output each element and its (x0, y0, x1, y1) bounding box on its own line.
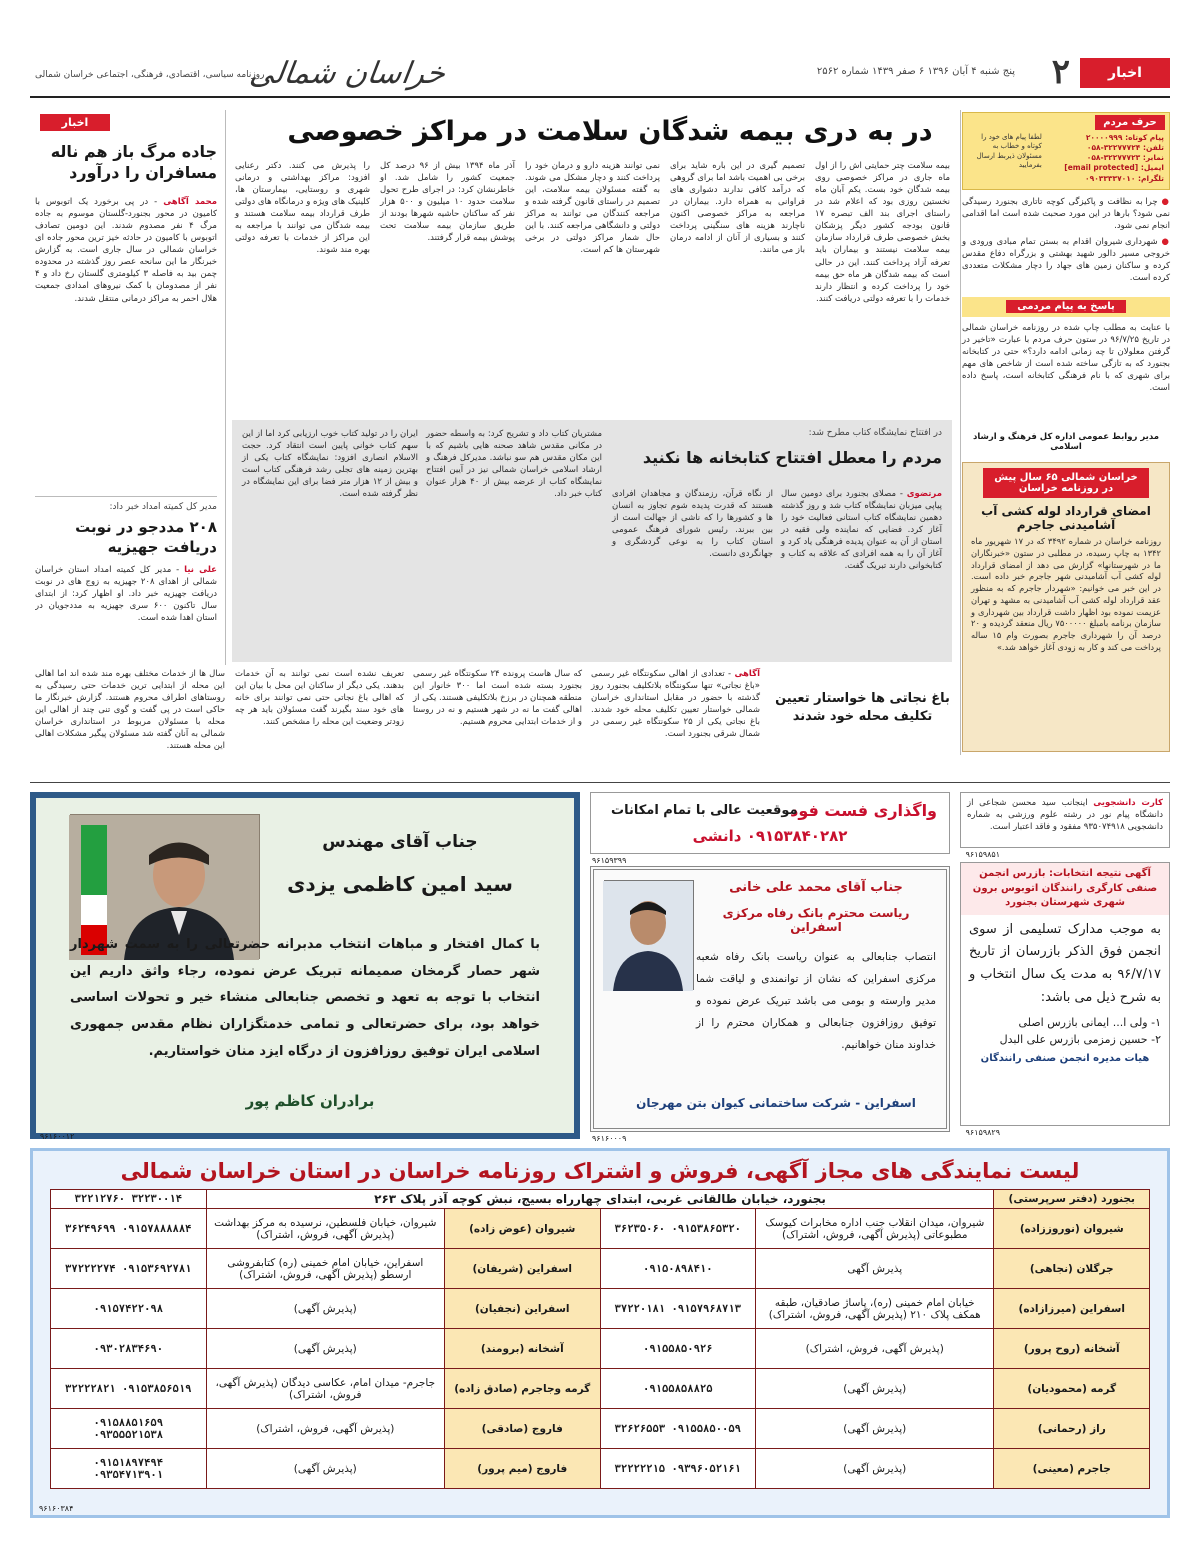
card-body: اینجانب سید محسن شجاعی از دانشگاه پیام نور در رشته علوم ورزشی به شماره دانشجویی ۹۳۵۰۷۴۹۱۸ مفقود و فاقد اعتبار است. (967, 798, 1163, 833)
lead-column: بیمه سلامت چتر حمایتی اش را از اول ماه جاری در مراکز خصوصی روی بیمه شدگان خود بست. یکم آبان ماه نخستین روزی بود که اعلام شد در راستای اجرای بند الف تبصره ۱۷ قانون بودجه کشور دیگر پزشکان بخش خصوصی طرف قرارداد سازمان بیمه سلامت نیستند و بیماران باید تعرفه آزاد پرداخت کنند. این در حالی است که بیمه شدگان هر ماه حق بیمه خود را پرداخت کرده و انتظار دارند خدمات را با تعرفه دولتی دریافت کنند. (815, 161, 950, 304)
sub-body: علی نیا - مدیر کل کمیته امداد استان خراسان شمالی از اهدای ۲۰۸ جهیزیه به زوج های در نوبت دریافت جهیزیه خبر داد. او اظهار کرد: از ابتدای سال تاکنون ۶۰۰ سری جهیزیه به مددجویان در استان اهدا شده است. (35, 565, 217, 624)
rep-city: فاروج (صادقی) (445, 1409, 601, 1449)
rep-phone[interactable]: ۰۹۱۵۰۸۹۸۴۱۰ (600, 1249, 756, 1289)
rep-city: فاروج (میم پرور) (445, 1449, 601, 1489)
ad-code: ۹۶۱۵۹۸۲۹ (965, 1128, 1000, 1137)
rep-phone[interactable]: ۰۹۱۵۵۸۵۸۸۲۵ (600, 1369, 756, 1409)
divider (35, 496, 217, 497)
ad-code: ۹۶۱۵۹۸۵۱ (965, 850, 1000, 859)
lead-body (235, 160, 950, 412)
alikhani-body: انتصاب جنابعالی به عنوان ریاست بانک رفاه شعبه مرکزی اسفراین که نشان از توانمندی و لیاقت شما مدیر وارسته و بومی می باشد تبریک عرض نموده و توفیق روزافزون جنابعالی و همکاران محترم را از خداوند منان خواهانیم. (696, 951, 936, 1052)
ad-election (960, 862, 1170, 1126)
rep-address: پذیرش آگهی (756, 1249, 994, 1289)
rep-address: شیروان، میدان انقلاب جنب اداره مخابرات کیوسک مطبوعاتی (پذیرش آگهی، فروش، اشتراک) (756, 1209, 994, 1249)
lead-headline: در به دری بیمه شدگان سلامت در مراکز خصوصی (287, 116, 933, 147)
contact-line[interactable]: ایمیل: [email protected] (1064, 163, 1164, 173)
rep-address: (پذیرش آگهی، فروش، اشتراک) (206, 1409, 444, 1449)
reply-header: پاسخ به پیام مردمی (1006, 300, 1126, 313)
section-tab[interactable]: اخبار (1080, 58, 1170, 88)
rep-city: اسفراین (شریفان) (445, 1249, 601, 1289)
rep-phone[interactable]: ۰۹۱۵۳۸۶۵۳۲۰ ۳۶۲۳۵۰۶۰ (600, 1209, 756, 1249)
harf-mardom-note: لطفا پیام های خود را کوتاه و خطاب به مسئولان ذیربط ارسال بفرمایید (976, 133, 1042, 170)
ad-title: جناب آقای مهندس (322, 832, 478, 852)
harf-mardom-header: حرف مردم (1095, 115, 1165, 130)
table-row (51, 1409, 1150, 1449)
harf-mardom-box (962, 112, 1170, 190)
book-reporter: مرتضوی (906, 489, 942, 499)
ad-fastfood (590, 792, 950, 854)
book-left-cols (242, 428, 602, 656)
column-divider (960, 110, 961, 755)
book-column: ایران را در تولید کتاب خوب ارزیابی کرد اما از این سهم کتاب خوانی پایین است انتقاد کرد. حجت الاسلام انصاری افزود: نمایشگاه کتاب یکی از بهترین زمینه های تجلی رشد فرهنگی کتاب است و بیش از ۱۲ هزار متر فضا برای این نمایشگاه در نظر گرفته شده است. (242, 429, 418, 500)
contact-line: نمابر: ۳۲۲۷۷۷۲۳-۰۵۸ (1086, 153, 1164, 163)
rep-address: خیابان امام خمینی (ره)، پاساژ صادقیان، طبقه همکف پلاک ۲۱۰ (پذیرش آگهی، فروش، اشتراک) (756, 1289, 994, 1329)
rep-address: (پذیرش آگهی) (206, 1289, 444, 1329)
ad-alikhani (590, 866, 950, 1132)
table-row (51, 1289, 1150, 1329)
rep-address: شیروان، خیابان فلسطین، نرسیده به مرکز بهداشت (پذیرش آگهی، فروش، اشتراک) (206, 1209, 444, 1249)
alikhani-sign: اسفراین - شرکت ساختمانی کیوان بتن مهرجان (636, 1096, 916, 1110)
list-item: ۲- حسین زمزمی بازرس علی البدل (999, 1033, 1161, 1047)
rep-city: شیروان (عوض زاده) (445, 1209, 601, 1249)
portrait-photo (604, 880, 694, 990)
rep-phone[interactable]: ۰۹۱۵۱۸۹۷۴۹۴ ۰۹۳۵۴۷۱۳۹۰۱ (51, 1449, 207, 1489)
fastfood-sub: موقعیت عالی با تمام امکانات (611, 803, 798, 818)
rep-phone[interactable]: ۰۹۱۵۵۸۵۰۰۵۹ ۳۲۶۲۶۵۵۳ (600, 1409, 756, 1449)
rep-phone[interactable]: ۰۹۱۵۷۹۶۸۷۱۳ ۳۷۲۲۰۱۸۱ (600, 1289, 756, 1329)
rep-city: اسفراین (نجفیان) (445, 1289, 601, 1329)
list-item: ● شهرداری شیروان اقدام به بستن تمام مبادی ورودی و خروجی مسیر دالور شهید بهشتی و بزرگراه دفاع مقدس کرده و ساکنان زمین های جهاد را دچار مشکلات متعددی کرده است. (962, 237, 1170, 284)
election-body: به موجب مدارک تسلیمی از سوی انجمن فوق الذکر بازرسان از تاریخ ۹۶/۷/۱۷ به مدت یک سال انتخاب و به شرح ذیل می باشد: (969, 921, 1161, 1005)
contact-line: تلفن: ۳۲۲۷۷۷۲۴-۰۵۸ (1086, 143, 1164, 153)
rep-address: (پذیرش آگهی) (206, 1449, 444, 1489)
bullet-icon: ● (1157, 197, 1170, 207)
garden-headline: باغ نجاتی ها خواستار تعیین تکلیف محله خود شدند (775, 691, 950, 724)
archive-body: روزنامه خراسان در شماره ۳۴۹۲ که در ۱۷ شهریور ماه ۱۳۴۲ به چاپ رسیده، در مطلبی در ستون «خبرنگاران ما در شهرستانها» گزارش می دهد از امضای قرارداد لوله کشی آب آشامیدنی شهر جاجرم خبر داده است. در این خبر می خوانیم: «شهردار جاجرم که به منظور عقد قرارداد لوله کشی آب آشامیدنی به مشهد و تهران عزیمت نموده بود اظهار داشت قرارداد بین شهرداری و سازمان برنامه بامبلغ ۷۵۰۰۰۰۰ ریال منعقد گردیده و ۲۰ درصد آن را شهرداری جاجرم بصورت وام ۱۵ ساله پرداخت می کند و کار به زودی آغاز خواهد شد.» (971, 536, 1162, 653)
sub-headline: ۲۰۸ مددجو در نوبت دریافت جهیزیه (75, 518, 217, 556)
rep-phone[interactable]: ۰۹۱۵۷۴۲۲۰۹۸ (51, 1289, 207, 1329)
rep-phone[interactable]: ۰۹۳۰۲۸۳۴۶۹۰ (51, 1329, 207, 1369)
ad-sign: برادران کاظم پور (245, 1092, 375, 1110)
reply-header-bar (962, 297, 1170, 317)
rep-address: (پذیرش آگهی) (756, 1369, 994, 1409)
book-headline: مردم را معطل افتتاح کتابخانه ها نکنید (642, 448, 942, 467)
garden-column: که سال هاست پرونده ۲۴ سکونتگاه غیر رسمی بجنورد بسته شده است اما ۳۰۰ خانوار این منطقه همچنان در برزخ بلاتکلیفی هستند. یکی از اهالی گفت ما نه در شهر هستیم و نه در روستا و از خدمات ابتدایی محروم هستیم. (413, 669, 583, 728)
rep-address: جاجرم- میدان امام، عکاسی دیدگان (پذیرش آگهی، فروش، اشتراک) (206, 1369, 444, 1409)
rep-phone[interactable]: ۰۹۱۵۷۸۸۸۸۸۴ ۳۶۲۴۹۶۹۹ (51, 1209, 207, 1249)
table-row (51, 1329, 1150, 1369)
rep-city: بجنورد (دفتر سرپرستی) (994, 1190, 1150, 1209)
book-column: مرتضوی - مصلای بجنورد برای دومین سال پیاپی میزبان نمایشگاه کتاب شد و روز گذشته دهمین نمایشگاه کتاب استانی فعالیت خود را آغاز کرد. فضایی که نماینده ولی فقیه در استان از آن به عنوان پدیده فرهنگی یاد کرد و آغاز آن را به همه افرادی که علاقه به کتاب و کتابخوانی دارند تبریک گفت. (781, 489, 942, 572)
newspaper-logo: خراسان شمالی (247, 56, 448, 91)
left-body: محمد آگاهی - در پی برخورد یک اتوبوس با کامیون در محور بجنورد-گلستان موسوم به جاده مرگ ۴ نفر مصدوم شدند. این دومین تصادف اتوبوس با کامیون در حادثه خیز ترین محور جاده ای خراسان شمالی در سال جاری است. به گزارش خبرنگار ما این سانحه عصر روز گذشته در محدوده چمن بید به فاصله ۳ کیلومتری گلستان رخ داد و ۴ نفر از مصدومان با کمک نیروهای امدادی جمعیت هلال احمر به مراکز درمانی منتقل شدند. (35, 197, 217, 304)
garden-body (235, 668, 760, 778)
table-row (51, 1190, 1150, 1209)
fastfood-title: واگذاری فست فود (790, 801, 937, 820)
garden-column: آگاهی - تعدادی از اهالی سکونتگاه غیر رسمی «باغ نجاتی» تنها سکونتگاه بلاتکلیف بجنورد روز گذشته با حضور در مقابل استانداری خراسان شمالی خواستار تعیین تکلیف محله خود شدند. باغ نجاتی یکی از ۲۵ سکونتگاه غیر رسمی در شمال شرقی بجنورد است. (591, 669, 761, 740)
portrait-icon (603, 881, 693, 991)
rep-phone[interactable]: ۰۹۱۵۳۶۹۲۷۸۱ ۳۷۲۲۲۲۷۴ (51, 1249, 207, 1289)
bullet-list (962, 196, 1170, 284)
lead-column: تصمیم گیری در این باره شاید برای برخی بی اهمیت باشد اما برای گروهی که درآمد کافی ندارند دشواری های فراوانی به همراه دارد. بیماران در مراجعه به مراکز خصوصی اکنون ناچارند هزینه های سنگینی پرداخت کنند و بسیاری از آنان از ادامه درمان باز می مانند. (670, 161, 805, 256)
rep-city: اسفراین (میرزازاده) (994, 1289, 1150, 1329)
ad-code: ۹۶۱۶۰۰۰۹ (592, 1134, 627, 1143)
table-row (51, 1449, 1150, 1489)
column-divider (225, 110, 226, 665)
rep-city: شیروان (نوروززاده) (994, 1209, 1150, 1249)
election-sign: هیات مدیره انجمن صنفی رانندگان (980, 1052, 1150, 1064)
rep-city: گرمه (محمودیان) (994, 1369, 1150, 1409)
ad-body: با کمال افتخار و مباهات انتخاب مدبرانه حضرتعالی را به سمت شهردار شهر حصار گرمخان صمیمانه تبریک عرض نموده، رجاء واثق داریم این انتخاب با توجه به تعهد و تخصص جنابعالی منشاء خیر و تحولات اساسی خواهد بود، برای حضرتعالی و تمامی خدمتگزاران نظام مقدس جمهوری اسلامی ایران توفیق روزافزون از درگاه ایزد منان خواستاریم. (70, 937, 540, 1059)
rep-phone[interactable]: ۰۹۱۵۸۸۵۱۶۵۹ ۰۹۳۵۵۵۲۱۵۳۸ (51, 1409, 207, 1449)
archive-headline: امضای قرارداد لوله کشی آب آشامیدنی جاجرم (981, 504, 1151, 532)
reply-sign: مدیر روابط عمومی اداره کل فرهنگ و ارشاد اسلامی (973, 432, 1159, 452)
rep-address: (پذیرش آگهی، فروش، اشتراک) (756, 1329, 994, 1369)
bullet-icon: ● (1157, 237, 1170, 248)
rep-address: (پذیرش آگهی) (206, 1329, 444, 1369)
lead-column: نمی توانند هزینه دارو و درمان خود را پرداخت کنند و دچار مشکل می شوند. به گفته مسئولان بیمه سلامت، این تصمیم در راستای قانون گرفته شده و مراجعه کنندگان می توانند به مراکز دولتی و دانشگاهی مراجعه کنند. با این حال شمار مراکز دولتی در برخی شهرستان ها کم است. (525, 161, 660, 256)
ad-card (960, 792, 1170, 848)
card-title: کارت دانشجویی (1093, 798, 1163, 808)
rep-address: (پذیرش آگهی) (756, 1449, 994, 1489)
list-item: ● چرا به نظافت و پاکیزگی کوچه تاتاری بجنورد رسیدگی نمی شود؟ بارها در این مورد صحبت شده است اما اقدامی انجام نمی شود. (962, 197, 1170, 232)
left-tag: اخبار (40, 114, 110, 131)
tagline: روزنامه سیاسی، اقتصادی، فرهنگی، اجتماعی خراسان شمالی (35, 70, 265, 80)
rep-city: راز (رحمانی) (994, 1409, 1150, 1449)
rep-phone[interactable]: ۳۲۲۳۰۰۱۴ ۳۲۲۱۲۷۶۰ (51, 1190, 207, 1209)
rep-city: جرگلان (نجاهی) (994, 1249, 1150, 1289)
archive-box (962, 462, 1170, 752)
book-fair-story (232, 420, 952, 662)
ad-code: ۹۶۱۶۰۳۸۴ (39, 1504, 74, 1513)
rep-city: جاجرم (معینی) (994, 1449, 1150, 1489)
garden-column: تعریف نشده است نمی توانند به آن خدمات بدهند. یکی دیگر از ساکنان این محل با بیان این که اهالی باغ نجاتی حتی نمی توانند برای خانه های خود سند بگیرند گفت مسئولان باید هر چه زودتر وضعیت این محله را مشخص کنند. (235, 669, 404, 728)
ad-name: سید امین کاظمی یزدی (287, 872, 513, 896)
reply-body: با عنایت به مطلب چاپ شده در روزنامه خراسان شمالی در تاریخ ۹۶/۷/۲۵ در ستون حرف مردم با عبارت «تاخیر در گرفتن معلولان تا چه زمانی ادامه دارد؟» حتی در کتابخانه بجنورد که به تازگی ساخته شده است از شاخص های مهم برای شهری که با نام فرهنگی کتابخانه است، پاسخ داده است. (962, 323, 1170, 394)
left-headline: جاده مرگ باز هم ناله مسافران را درآورد (50, 142, 217, 182)
ad-kazemi (30, 792, 580, 1139)
election-title: آگهی نتیجه انتخابات: بازرس انجمن صنفی کارگری رانندگان اتوبوس برون شهری شهرستان بجنورد (961, 863, 1169, 915)
table-row (51, 1209, 1150, 1249)
reps-title: لیست نمایندگی های مجاز آگهی، فروش و اشتراک روزنامه خراسان در استان خراسان شمالی (120, 1159, 1080, 1183)
table-row (51, 1369, 1150, 1409)
reps-panel (30, 1148, 1170, 1518)
rep-address: (پذیرش آگهی) (756, 1409, 994, 1449)
reps-table (50, 1189, 1150, 1489)
rep-address: اسفراین، خیابان امام خمینی (ره) کتابفروشی ارسطو (پذیرش آگهی، فروش، اشتراک) (206, 1249, 444, 1289)
date-line: پنج شنبه ۴ آبان ۱۳۹۶ ۶ صفر ۱۴۳۹ شماره ۲۵۶۲ (816, 66, 1015, 77)
reps-rows (51, 1209, 1150, 1489)
rep-city: آشخانه (برومند) (445, 1329, 601, 1369)
rep-phone[interactable]: ۰۹۱۵۵۸۵۰۹۲۶ (600, 1329, 756, 1369)
contact-line: پیام کوتاه: ۲۰۰۰۰۹۹۹ (1085, 133, 1164, 142)
rep-address: بجنورد، خیابان طالقانی غربی، ابتدای چهارراه بسیج، نبش کوچه آذر پلاک ۲۶۳ (206, 1190, 994, 1209)
ad-code: ۹۶۱۶۰۰۱۲ (40, 1132, 75, 1141)
book-column: از نگاه قرآن، رزمندگان و مجاهدان افرادی هستند که قدرت پدیده شوم تجاوز به انسان ها و کشورها را که ناشی از جهالت است از بین ببرند. رئیس شورای فرهنگ عمومی استان کتاب را به نوعی گردشگری و جهانگردی دانست. (612, 489, 773, 560)
rep-phone[interactable]: ۰۹۱۵۳۸۵۶۵۱۹ ۳۲۲۲۲۸۲۱ (51, 1369, 207, 1409)
table-row (51, 1249, 1150, 1289)
alikhani-title: جناب آقای محمد علی خانی (729, 880, 903, 895)
ad-code: ۹۶۱۵۹۳۹۹ (592, 856, 627, 865)
left-bottom-text: سال ها از خدمات مختلف بهره مند شده اند اما اهالی این محله از ابتدایی ترین خدمات حتی رسیدگی به روستاهای اطراف محروم هستند. گزارش خبرنگار ما حاکی است در پی گفت و گوی تنی چند از اهالی این محله با مسئولان مربوط در استانداری خراسان شمالی به آنان گفته شد مسئولان پیگیر مشکلات اهالی این محله هستند. (35, 669, 225, 752)
sub-kicker: مدیر کل کمیته امداد خبر داد: (109, 502, 217, 512)
alikhani-role: ریاست محترم بانک رفاه مرکزی اسفراین (722, 906, 910, 934)
list-item: ۱- ولی ا... ایمانی بازرس اصلی (1018, 1015, 1161, 1029)
fastfood-phone[interactable]: ۰۹۱۵۳۸۴۰۲۸۲ دانشی (692, 827, 848, 845)
lead-column: آذر ماه ۱۳۹۴ بیش از ۹۶ درصد کل جمعیت کشور را شامل شد. او خاطرنشان کرد: در اجرای طرح تحول سلامت حدود ۱۰ میلیون و ۵۰۰ هزار نفر که ساکنان حاشیه شهرها بودند از طریق سازمان بیمه سلامت تحت پوشش بیمه قرار گرفتند. (380, 161, 516, 244)
rep-city: گرمه وجاجرم (صادق زاده) (445, 1369, 601, 1409)
lead-column: را پذیرش می کنند. دکتر رعنایی افزود: مراکز بهداشتی و درمانی شهری و روستایی، بیمارستان ها، کلینیک های ویژه و درمانگاه های دولتی طرف قرارداد بیمه سلامت هستند و بیمه شدگان می توانند با مراجعه به این مراکز از خدمات با تعرفه دولتی بهره مند شوند. (235, 161, 370, 256)
rep-city: آشخانه (روح پرور) (994, 1329, 1150, 1369)
section-divider (30, 782, 1170, 783)
rep-phone[interactable]: ۰۹۳۹۶۰۵۲۱۶۱ ۳۲۲۲۲۲۱۵ (600, 1449, 756, 1489)
book-right-cols (612, 488, 942, 656)
archive-title: خراسان شمالی ۶۵ سال پیش در روزنامه خراسان (983, 468, 1149, 498)
book-column: مشتریان کتاب داد و تشریح کرد: به واسطه حضور در مکانی مقدس شاهد صحنه هایی باشیم که با این مکان مقدس هم سو نباشد. مدیرکل فرهنگ و ارشاد اسلامی خراسان شمالی نیز در آیین افتتاح نمایشگاه کتاب از عرضه بیش از ۴۰ هزار عنوان کتاب خبر داد. (426, 429, 602, 500)
book-kicker: در افتتاح نمایشگاه کتاب مطرح شد: (808, 428, 942, 438)
page-number: ۲ (1051, 52, 1070, 92)
contact-line: تلگرام: ۰۹۰۳۳۳۳۷۰۱۰ (1085, 173, 1164, 183)
